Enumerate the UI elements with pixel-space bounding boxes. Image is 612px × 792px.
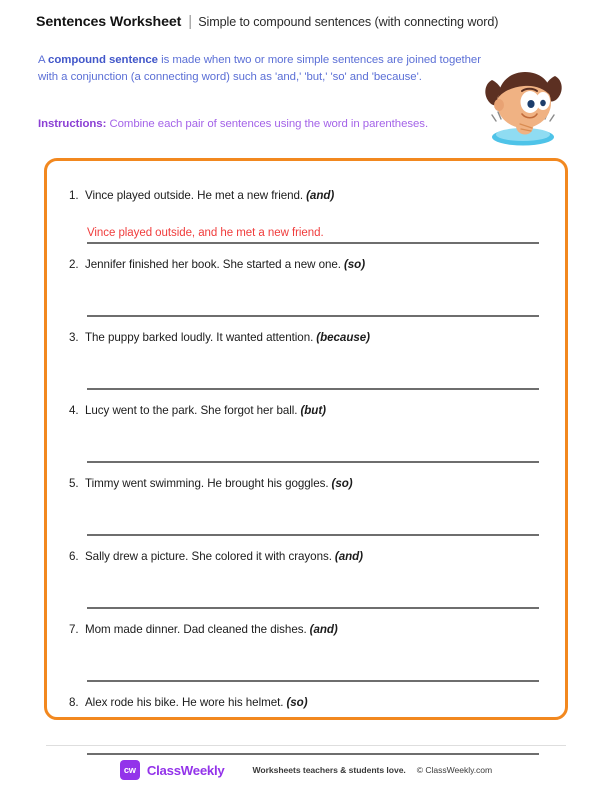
girl-splashing-in-puddle-icon: [470, 58, 575, 156]
title-main: Sentences Worksheet: [36, 14, 182, 30]
question-number: 4.: [69, 404, 79, 417]
question-prompt-row: [69, 256, 543, 273]
footer-divider: [46, 745, 566, 746]
answer-rule: [87, 315, 539, 317]
answer-zone[interactable]: [87, 204, 539, 244]
footer-copyright: © ClassWeekly.com: [416, 765, 493, 775]
question-number: 8.: [69, 696, 79, 709]
answer-zone[interactable]: [87, 346, 539, 390]
question-prompt-row: [69, 187, 543, 204]
question-sentence-pair: The puppy barked loudly. It wanted attention.: [85, 331, 314, 344]
question-item-2: [47, 256, 565, 317]
question-text: [85, 329, 543, 346]
question-sentence-pair: Timmy went swimming. He brought his goggles.: [85, 477, 329, 490]
question-sentence-pair: Lucy went to the park. She forgot her ball.: [85, 404, 298, 417]
question-number: 5.: [69, 477, 79, 490]
answer-rule: [87, 242, 539, 244]
page-header: [36, 12, 576, 32]
question-prompt-row: [69, 694, 543, 711]
question-text: [85, 402, 543, 419]
question-conjunction: (because): [316, 331, 370, 344]
answer-rule: [87, 461, 539, 463]
page-title: [36, 12, 576, 32]
answer-zone[interactable]: [87, 711, 539, 755]
answer-zone[interactable]: [87, 273, 539, 317]
title-subtitle: Simple to compound sentences (with connecting word): [198, 15, 499, 29]
question-sentence-pair: Vince played outside. He met a new friend.: [85, 189, 304, 202]
answer-zone[interactable]: [87, 492, 539, 536]
question-conjunction: (so): [343, 258, 366, 271]
question-text: [85, 187, 543, 204]
question-number: 3.: [69, 331, 79, 344]
intro-paragraph: [38, 52, 490, 86]
question-sentence-pair: Alex rode his bike. He wore his helmet.: [85, 696, 284, 709]
worksheet-question-box: [44, 158, 568, 720]
question-conjunction: (and): [334, 550, 363, 563]
intro-rest: is made when two or more simple sentences are joined together with a conjunction (a connecting word) such as 'and,' 'but,' 'so' and 'because'.: [38, 54, 481, 84]
question-item-3: [47, 329, 565, 390]
answer-rule: [87, 534, 539, 536]
title-separator: |: [188, 13, 193, 30]
question-conjunction: (so): [286, 696, 308, 709]
answer-rule: [87, 388, 539, 390]
question-number: 1.: [69, 189, 79, 202]
intro-lead: A: [38, 54, 49, 66]
answer-rule: [87, 753, 539, 755]
answer-text: Vince played outside, and he met a new friend.: [87, 227, 324, 239]
answer-zone[interactable]: [87, 419, 539, 463]
question-prompt-row: [69, 475, 543, 492]
question-prompt-row: [69, 402, 543, 419]
question-prompt-row: [69, 548, 543, 565]
question-sentence-pair: Jennifer finished her book. She started a new one.: [85, 258, 341, 271]
question-text: [85, 621, 543, 638]
instructions-text: Combine each pair of sentences using the word in parentheses.: [106, 118, 429, 130]
footer-tagline: Worksheets teachers & students love.: [252, 765, 406, 775]
question-item-1: [47, 187, 565, 244]
answer-zone[interactable]: [87, 638, 539, 682]
footer-content: [120, 760, 492, 780]
question-sentence-pair: Mom made dinner. Dad cleaned the dishes.: [85, 623, 307, 636]
question-conjunction: (and): [306, 189, 335, 202]
answer-zone[interactable]: [87, 565, 539, 609]
question-prompt-row: [69, 329, 543, 346]
intro-bold-term: compound sentence: [48, 54, 158, 66]
question-text: [85, 256, 543, 273]
page-footer: [46, 757, 566, 783]
question-item-4: [47, 402, 565, 463]
question-sentence-pair: Sally drew a picture. She colored it with crayons.: [85, 550, 332, 563]
question-text: [85, 694, 543, 711]
question-number: 7.: [69, 623, 79, 636]
question-conjunction: (and): [309, 623, 338, 636]
question-number: 2.: [69, 258, 79, 271]
answer-rule: [87, 680, 539, 682]
question-text: [85, 475, 543, 492]
classweekly-logo-icon: cw: [120, 760, 140, 780]
question-number: 6.: [69, 550, 79, 563]
question-item-6: [47, 548, 565, 609]
question-text: [85, 548, 543, 565]
brand-name: ClassWeekly: [146, 762, 225, 778]
question-conjunction: (so): [331, 477, 353, 490]
instructions-line: [38, 116, 498, 133]
question-item-5: [47, 475, 565, 536]
question-prompt-row: [69, 621, 543, 638]
question-item-7: [47, 621, 565, 682]
question-conjunction: (but): [300, 404, 326, 417]
instructions-label: Instructions:: [38, 118, 107, 130]
question-list: [47, 161, 565, 767]
answer-rule: [87, 607, 539, 609]
